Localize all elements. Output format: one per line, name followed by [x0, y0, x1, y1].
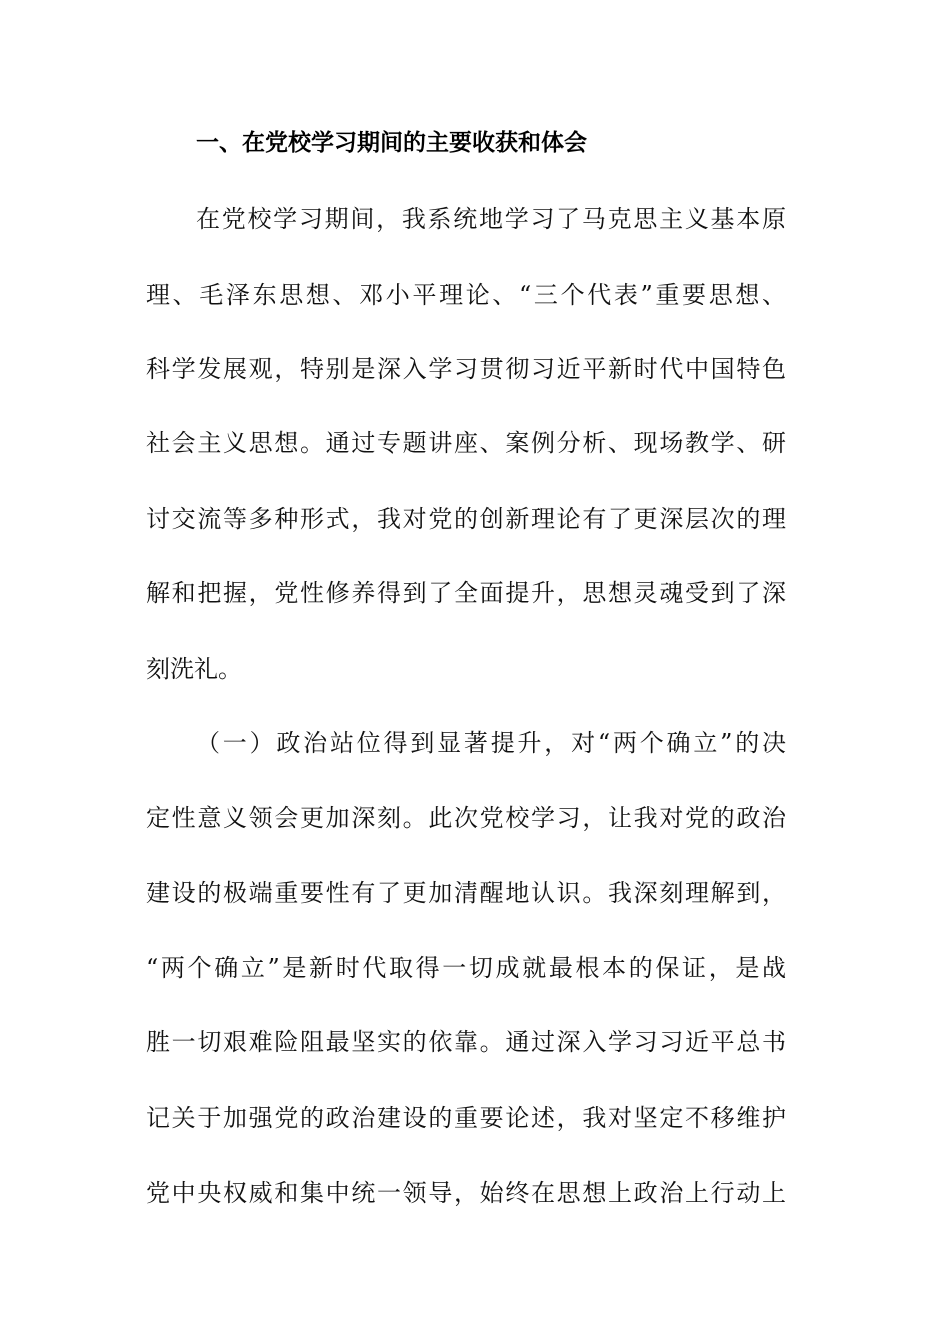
paragraph-line: 在党校学习期间，我系统地学习了马克思主义基本原: [196, 205, 786, 233]
paragraph-line: （一）政治站位得到显著提升，对“两个确立”的决: [196, 729, 786, 757]
paragraph-line: 建设的极端重要性有了更加清醒地认识。我深刻理解到，: [146, 879, 786, 907]
paragraph-line: 讨交流等多种形式，我对党的创新理论有了更深层次的理: [146, 505, 786, 533]
paragraph-line: 刻洗礼。: [146, 655, 242, 683]
paragraph-line: 解和把握，党性修养得到了全面提升，思想灵魂受到了深: [146, 579, 786, 607]
paragraph-line: 记关于加强党的政治建设的重要论述，我对坚定不移维护: [146, 1104, 786, 1132]
paragraph-line: “两个确立”是新时代取得一切成就最根本的保证，是战: [146, 954, 786, 982]
paragraph-line: 社会主义思想。通过专题讲座、案例分析、现场教学、研: [146, 429, 786, 457]
paragraph-line: 定性意义领会更加深刻。此次党校学习，让我对党的政治: [146, 804, 786, 832]
paragraph-line: 科学发展观，特别是深入学习贯彻习近平新时代中国特色: [146, 355, 786, 383]
paragraph-line: 党中央权威和集中统一领导，始终在思想上政治上行动上: [146, 1179, 786, 1207]
paragraph-line: 胜一切艰难险阻最坚实的依靠。通过深入学习习近平总书: [146, 1028, 786, 1056]
section-heading: 一、在党校学习期间的主要收获和体会: [196, 130, 587, 156]
paragraph-line: 理、毛泽东思想、邓小平理论、“三个代表”重要思想、: [146, 281, 786, 309]
